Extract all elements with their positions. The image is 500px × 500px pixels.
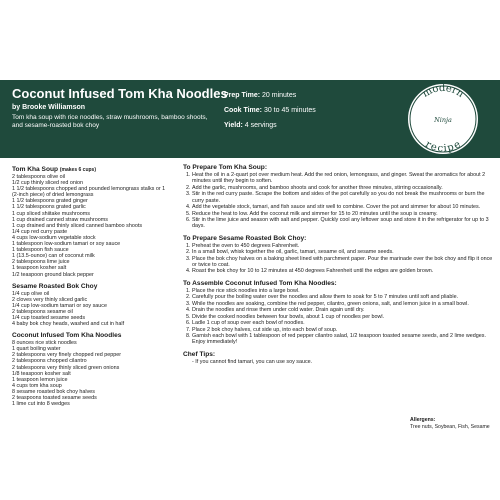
ingredient-group-heading: Tom Kha Soup (makes 6 cups) xyxy=(12,166,97,173)
direction-step: 6. Ladle 1 cup of soup over each bowl of noodles. xyxy=(192,320,495,326)
cook-time-value: 30 to 45 minutes xyxy=(263,107,316,114)
recipe-author: by Brooke Williamson xyxy=(12,104,86,111)
direction-steps xyxy=(183,243,495,275)
directions-column xyxy=(183,164,495,365)
recipe-title: Coconut Infused Tom Kha Noodles xyxy=(12,86,228,101)
ingredient-item: 1/2 cup thinly sliced red onion xyxy=(12,180,84,187)
prep-time-label: Prep Time: xyxy=(224,92,261,99)
ingredient-item: 1 teaspoon kosher salt xyxy=(12,265,67,272)
ingredient-group-note: (makes 6 cups) xyxy=(59,167,97,173)
ingredient-item: 2 cloves very thinly sliced garlic xyxy=(12,296,88,303)
ingredient-item: 2 tablespoons sesame oil xyxy=(12,308,73,315)
recipe-meta xyxy=(224,88,384,133)
ingredient-item: 2 teaspoons toasted sesame seeds xyxy=(12,395,97,401)
direction-step: 8. Garnish each bowl with 1 tablespoon of red pepper cilantro salad, 1/2 teaspoon toasted sesame seeds, and 2 lime wedges. Enjoy immediately! xyxy=(192,333,495,346)
ingredient-item: 1 cup sliced shiitake mushrooms xyxy=(12,210,90,217)
chef-tips-heading: Chef Tips: xyxy=(183,350,216,358)
direction-step: 2. Carefully pour the boiling water over the noodles and allow them to soak for 5 to 7 minutes until soft and pliable. xyxy=(192,294,495,300)
ingredient-group-heading: Sesame Roasted Bok Choy xyxy=(12,282,98,290)
direction-step: 3. Stir in the red curry paste. Scrape the bottom and sides of the pot carefully so you do not break the mushrooms or burn the curry paste. xyxy=(192,191,495,204)
allergens-value: Tree nuts, Soybean, Fish, Sesame xyxy=(410,423,490,430)
cook-time-label: Cook Time: xyxy=(224,107,262,114)
prep-time-value: 20 minutes xyxy=(262,92,297,99)
ingredient-item: 1/4 cup toasted sesame seeds xyxy=(12,314,86,321)
ingredient-item: 2 tablespoons very thinly sliced green onions xyxy=(12,364,120,371)
ingredient-item: 4 cups tom kha soup xyxy=(12,382,62,389)
direction-step: 4. Add the vegetable stock, tamari, and fish sauce and stir well to combine. Cover the pot and simmer for about 10 minutes. xyxy=(192,204,495,210)
chef-tip: - If you cannot find tamari, you can use soy sauce. xyxy=(192,358,313,365)
ingredient-item: 1 tablespoon low-sodium tamari or soy sauce xyxy=(12,241,121,248)
direction-steps xyxy=(183,172,495,230)
ingredient-item: 2 tablespoons very finely chopped red pepper xyxy=(12,352,122,359)
direction-step: 4. Roast the bok choy for 10 to 12 minutes at 450 degrees Fahrenheit until the edges are golden brown. xyxy=(192,268,495,274)
direction-steps xyxy=(183,288,495,346)
prep-time xyxy=(224,88,384,103)
direction-section-heading: To Prepare Sesame Roasted Bok Choy: xyxy=(183,234,307,242)
ingredients-column xyxy=(12,166,172,407)
ingredient-item: 1/4 cup olive oil xyxy=(12,290,50,297)
ingredient-item: 8 ounces rice stick noodles xyxy=(12,340,77,347)
ingredient-item: 1/8 teaspoon kosher salt xyxy=(12,370,71,377)
logo-bottom-text: recipe xyxy=(423,138,463,155)
yield xyxy=(224,118,384,133)
ingredient-item: 8 sesame roasted bok choy halves xyxy=(12,388,96,395)
ingredient-item: 1 quart boiling water xyxy=(12,346,61,353)
direction-step: 3. While the noodles are soaking, combine the red pepper, cilantro, green onions, salt, and lemon juice in a small bowl. xyxy=(192,301,495,307)
ingredient-item: 1/4 cup low-sodium tamari or soy sauce xyxy=(12,302,107,309)
direction-step: 1. Heat the oil in a 2-quart pot over medium heat. Add the red onion, lemongrass, and ginger. Sweat the aromatics for about 2 minutes until they begin to soften. xyxy=(192,172,495,185)
ingredient-group-heading: Coconut Infused Tom Kha Noodles xyxy=(12,332,122,340)
direction-step: 5. Reduce the heat to low. Add the coconut milk and simmer for 15 to 20 minutes until the soup is creamy. xyxy=(192,211,495,217)
ingredient-item: 1 1/2 tablespoons grated garlic xyxy=(12,204,86,211)
logo-top-text: modern xyxy=(420,82,466,100)
ingredient-item: 1 cup drained canned straw mushrooms xyxy=(12,216,108,223)
ingredient-item: 1 1/2 tablespoons chopped and pounded lemongrass stalks or 1 (2-inch piece) of dried lemongrass xyxy=(12,186,166,199)
recipe-description: Tom kha soup with rice noodles, straw mushrooms, bamboo shoots, and sesame-roasted bok choy xyxy=(12,114,208,129)
direction-step: 5. Divide the cooked noodles between four bowls, about 1 cup of noodles per bowl. xyxy=(192,314,495,320)
direction-step: 6. Stir in the lime juice and season with salt and pepper. Quickly cool any leftover soup and store it in the refrigerator for up to 3 days. xyxy=(192,217,495,230)
direction-section-heading: To Prepare Tom Kha Soup: xyxy=(183,164,268,171)
ingredient-item: 4 baby bok choy heads, washed and cut in half xyxy=(12,321,125,328)
ingredient-item: 4 cups low-sodium vegetable stock xyxy=(12,234,96,241)
ingredient-item: 2 tablespoons chopped cilantro xyxy=(12,358,87,365)
yield-label: Yield: xyxy=(224,122,243,129)
cook-time xyxy=(224,103,384,118)
ingredient-item: 1 lime cut into 8 wedges xyxy=(12,401,70,408)
modern-recipe-logo xyxy=(404,82,482,156)
direction-step: 1. Preheat the oven to 450 degrees Fahrenheit. xyxy=(192,243,495,249)
ingredient-item: 1 cup drained and thinly sliced canned bamboo shoots xyxy=(12,222,143,229)
allergens-box xyxy=(410,417,490,430)
direction-step: 2. In a small bowl, whisk together the oil, garlic, tamari, sesame oil, and sesame seeds. xyxy=(192,249,495,255)
allergens-label: Allergens: xyxy=(410,417,436,423)
direction-section-heading: To Assemble Coconut Infused Tom Kha Noodles: xyxy=(183,279,337,287)
ingredient-item: 2 tablespoons lime juice xyxy=(12,259,70,266)
logo-middle-text: Ninja xyxy=(434,116,452,124)
direction-step: 4. Drain the noodles and rinse them under cold water. Drain again until dry. xyxy=(192,307,495,313)
ingredient-item: 1 tablespoon fish sauce xyxy=(12,247,69,254)
ingredient-item: 1/4 cup red curry paste xyxy=(12,228,68,235)
ingredient-item: 1 1/2 tablespoons grated ginger xyxy=(12,198,88,205)
ingredient-item: 1 (13.5-ounce) can of coconut milk xyxy=(12,253,95,260)
direction-step: 7. Place 2 bok choy halves, cut side up, into each bowl of soup. xyxy=(192,327,495,333)
ingredient-item: 2 tablespoons olive oil xyxy=(12,174,66,180)
yield-value: 4 servings xyxy=(244,122,277,129)
ingredient-item: 1 teaspoon lemon juice xyxy=(12,376,68,383)
direction-step: 3. Place the bok choy halves on a baking sheet lined with parchment paper. Pour the marinade over the bok choy and flip it once or twice to coat. xyxy=(192,256,495,269)
ingredient-item: 1/2 teaspoon ground black pepper xyxy=(12,271,94,278)
direction-step: 2. Add the garlic, mushrooms, and bamboo shoots and cook for another three minutes, stirring occasionally. xyxy=(192,185,495,191)
direction-step: 1. Place the rice stick noodles into a large bowl. xyxy=(192,288,495,294)
